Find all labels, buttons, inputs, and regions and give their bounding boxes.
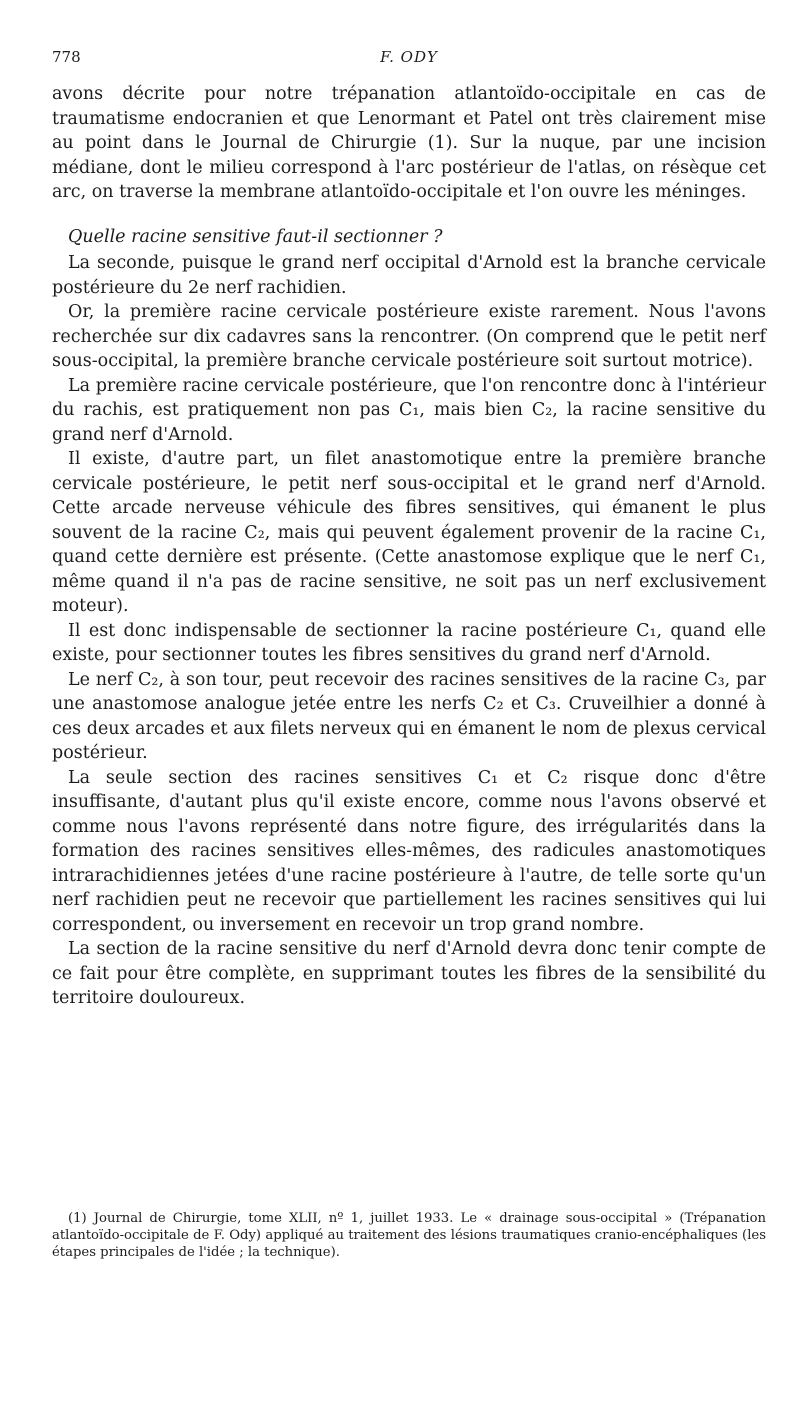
page-number: 778 [52, 48, 81, 66]
paragraph: Il existe, d'autre part, un filet anastomotique entre la première branche cervicale postérieure, le petit nerf sous-occipital et le grand nerf d'Arnold. Cette arcade nerveuse véhicule des fibres sensitives, qui émanent le plus souvent de la racine C₂, mais qui peuvent également provenir de la racine C₁, quand cette dernière est présente. (Cette anastomose explique que le nerf C₁, même quand il n'a pas de racine sensitive, ne soit pas un nerf exclusivement moteur). [52, 449, 766, 616]
running-head: F. ODY [380, 48, 438, 66]
paragraph: avons décrite pour notre trépanation atlantoïdo-occipitale en cas de traumatisme endocranien et que Lenormant et Patel ont très clairement mise au point dans le Journal de Chirurgie (1). Sur la nuque, par une incision médiane, dont le milieu correspond à l'arc postérieur de l'atlas, on résèque cet arc, on traverse la membrane atlantoïdo-occipitale et l'on ouvre les méninges. [52, 84, 766, 202]
paragraph: Il est donc indispensable de sectionner la racine postérieure C₁, quand elle existe, pour sectionner toutes les fibres sensitives du grand nerf d'Arnold. [52, 620, 766, 665]
paragraph: La seule section des racines sensitives C₁ et C₂ risque donc d'être insuffisante, d'autant plus qu'il existe encore, comme nous l'avons observé et comme nous l'avons représenté dans notre figure, des irrégularités dans la formation des racines sensitives elles-mêmes, des radicules anastomotiques intrarachidiennes jetées d'une racine postérieure à l'autre, de telle sorte qu'un nerf rachidien peut ne recevoir que partiellement les racines sensitives qui lui correspondent, ou inversement en recevoir un trop grand nombre. [52, 767, 766, 935]
paragraph: La seconde, puisque le grand nerf occipital d'Arnold est la branche cervicale postérieure du 2e nerf rachidien. [52, 253, 766, 298]
paragraph: Or, la première racine cervicale postérieure existe rarement. Nous l'avons recherchée sur dix cadavres sans la rencontrer. (On comprend que le petit nerf sous-occipital, la première branche cervicale postérieure soit surtout motrice). [52, 302, 766, 371]
footnote: (1) Journal de Chirurgie, tome XLII, nº 1, juillet 1933. Le « drainage sous-occipital » (Trépanation atlantoïdo-occipitale de F. Ody) appliqué au traitement des lésions traumatiques cranio-encéphaliques (les étapes principales de l'idée ; la technique). [52, 1211, 766, 1260]
paragraph: La section de la racine sensitive du nerf d'Arnold devra donc tenir compte de ce fait pour être complète, en supprimant toutes les fibres de la sensibilité du territoire douloureux. [52, 939, 766, 1008]
section-heading: Quelle racine sensitive faut-il sectionner ? [68, 226, 443, 247]
paragraph: La première racine cervicale postérieure, que l'on rencontre donc à l'intérieur du rachis, est pratiquement non pas C₁, mais bien C₂, la racine sensitive du grand nerf d'Arnold. [52, 375, 766, 445]
page [52, 48, 766, 1011]
paragraph: Le nerf C₂, à son tour, peut recevoir des racines sensitives de la racine C₃, par une anastomose analogue jetée entre les nerfs C₂ et C₃. Cruveilhier a donné à ces deux arcades et aux filets nerveux qui en émanent le nom de plexus cervical postérieur. [52, 669, 766, 763]
body-text [52, 82, 766, 1011]
page-header [52, 48, 766, 74]
